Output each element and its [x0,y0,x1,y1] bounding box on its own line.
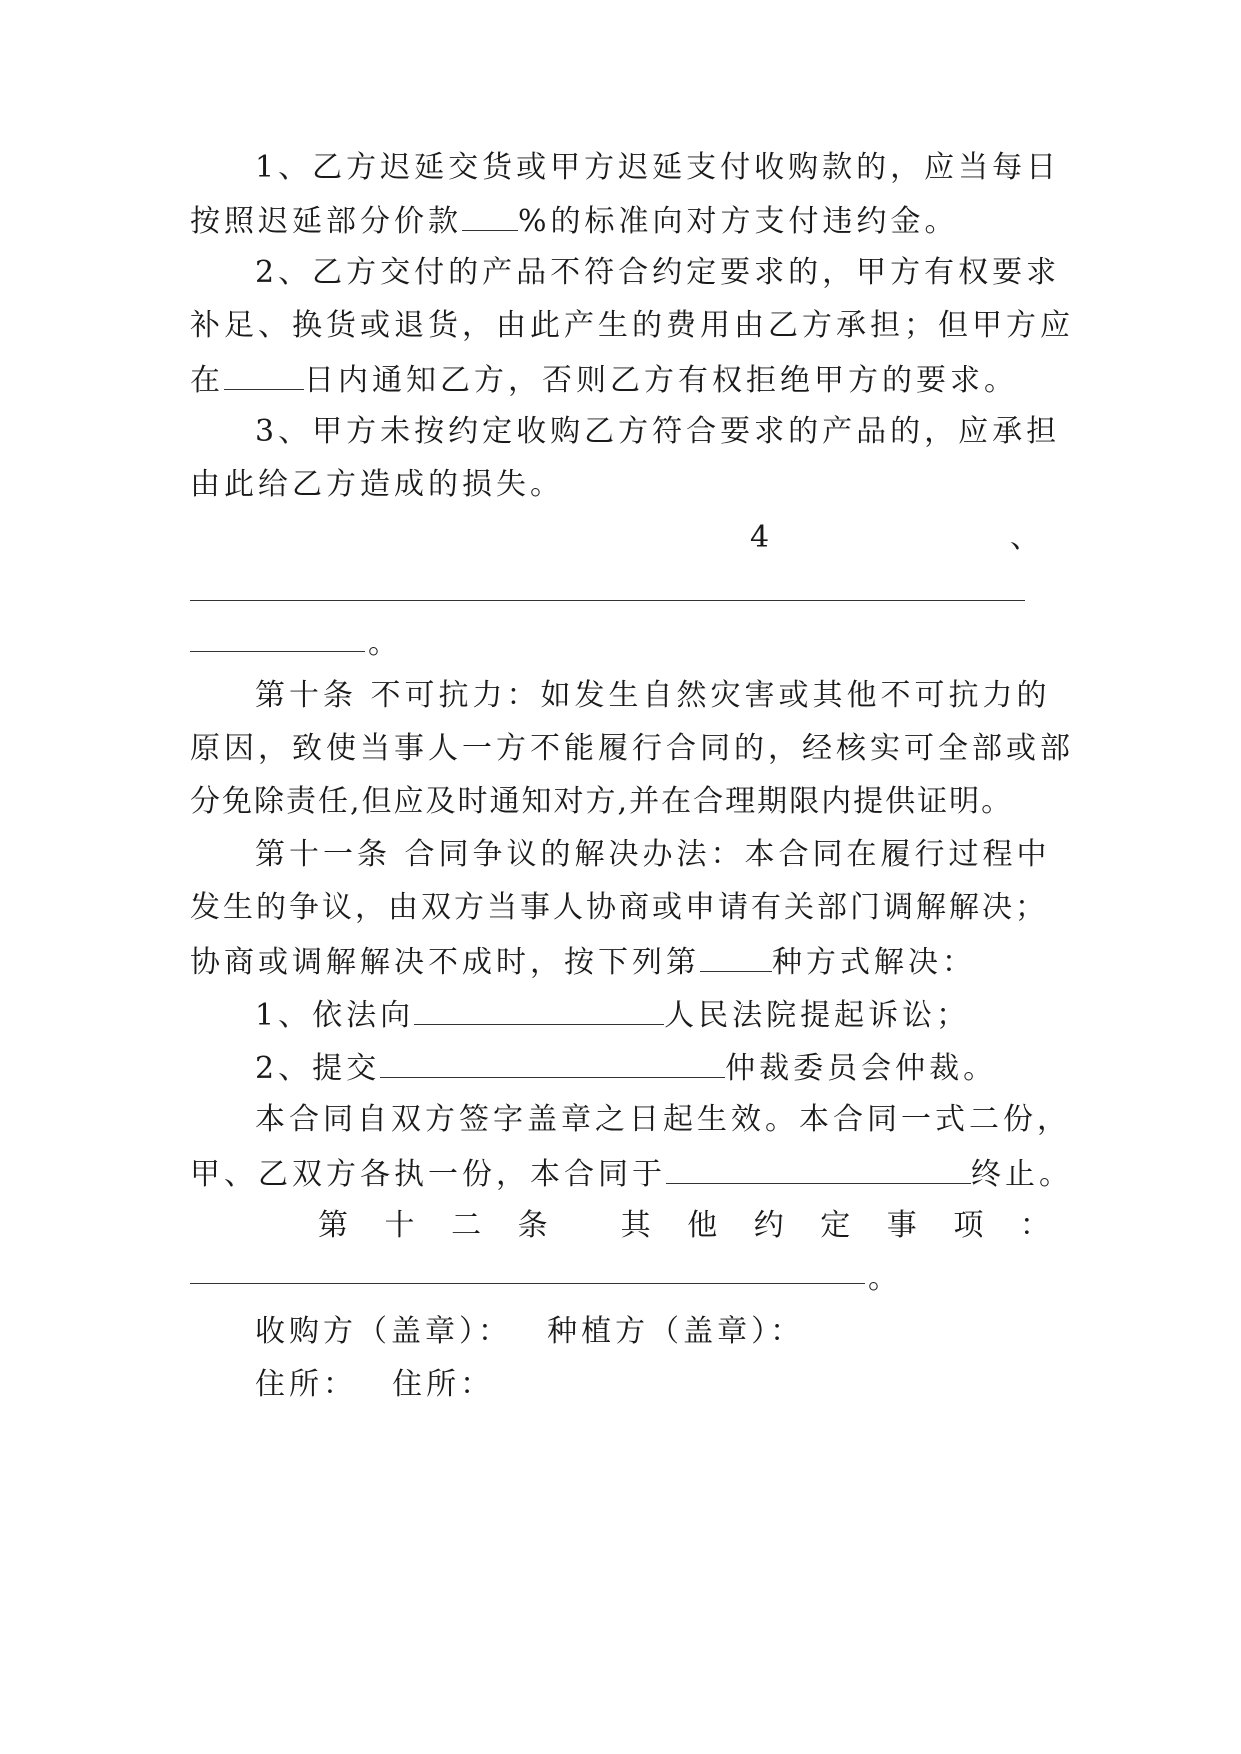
text: 终止。 [971,1157,1073,1192]
text: 本合同自双方签字盖章之日起生效。本合同一式二份， [255,1102,1071,1137]
clause-10-line-1 [255,676,1050,716]
text: 按照迟延部分价款 [190,204,462,239]
effect-line-2 [190,1153,1073,1195]
char: 他 [687,1208,718,1243]
text: 原因，致使当事人一方不能履行合同的，经核实可全部或部 [190,731,1074,766]
signature-line [255,1312,1050,1352]
char: 十 [384,1208,415,1243]
effect-line-1 [255,1100,1071,1140]
planter-address-label: 住所： [392,1367,495,1402]
text: 第十一条 合同争议的解决办法：本合同在履行过程中 [255,837,1051,872]
char: 二 [451,1208,482,1243]
blank-field [462,200,518,231]
fill-line-short [190,651,365,652]
text: 在 [190,363,224,398]
clause-9-item-4-mark [1010,518,1050,558]
clause-9-item-1-line-1 [255,148,1061,188]
clause-9-item-4-end [368,624,408,664]
char: 第 [318,1208,348,1243]
text: 2、提交 [255,1051,381,1086]
blank-field [700,941,772,972]
fill-line [190,1283,865,1284]
char: 约 [753,1208,784,1243]
char: 条 [517,1208,548,1243]
clause-9-item-4-number [750,518,790,558]
text: 1、依法向 [255,998,415,1033]
text: 、 [1010,520,1044,555]
clause-11-option-2 [255,1047,1050,1089]
clause-9-item-2-line-1 [255,253,1061,293]
clause-9-item-1-line-2 [190,200,1050,242]
clause-9-item-2-line-3 [190,359,1050,401]
clause-11-line-1 [255,835,1050,875]
char: 其 [620,1208,651,1243]
text: 人民法院提起诉讼； [664,998,971,1033]
text: 发生的争议，由双方当事人协商或申请有关部门调解解决； [190,890,1048,925]
text: 日内通知乙方，否则乙方有权拒绝甲方的要求。 [304,363,1018,398]
text: 补足、换货或退货，由此产生的费用由乙方承担；但甲方应 [190,308,1074,343]
clause-12-heading [318,1206,1050,1246]
text: 3、甲方未按约定收购乙方符合要求的产品的，应承担 [255,414,1061,449]
clause-11-option-1 [255,994,1050,1036]
clause-9-item-3-line-2 [190,465,1050,505]
text: 由此给乙方造成的损失。 [190,467,564,502]
clause-10-line-2 [190,729,1074,769]
clause-12-end [868,1259,908,1299]
clause-11-line-2 [190,888,1050,928]
text: 。 [368,626,402,661]
char: 事 [886,1208,917,1243]
blank-field [224,359,304,390]
char: 定 [820,1208,851,1243]
blank-field [380,1047,725,1078]
text: 。 [868,1261,902,1296]
text: 甲、乙双方各执一份，本合同于 [190,1157,666,1192]
text: 仲裁委员会仲裁。 [725,1051,998,1086]
text: 第十条 不可抗力：如发生自然灾害或其他不可抗力的 [255,678,1051,713]
clause-11-line-3 [190,941,1050,983]
text: 分免除责任,但应及时通知对方,并在合理期限内提供证明。 [190,784,1014,819]
char: ： [1019,1208,1050,1243]
text: %的标准向对方支付违约金。 [518,204,959,239]
clause-10-line-3 [190,782,1050,822]
planter-label: 种植方（盖章）： [547,1314,805,1349]
text: 4 [750,520,774,555]
buyer-label: 收购方（盖章）： [255,1314,512,1349]
blank-field [666,1153,971,1184]
char: 项 [953,1208,984,1243]
clause-9-item-2-line-2 [190,306,1074,346]
text: 协商或调解解决不成时，按下列第 [190,945,700,980]
clause-9-item-3-line-1 [255,412,1061,452]
address-line [255,1365,1050,1405]
text: 种方式解决： [772,945,976,980]
text: 1、乙方迟延交货或甲方迟延支付收购款的，应当每日 [255,150,1061,185]
text: 2、乙方交付的产品不符合约定要求的，甲方有权要求 [255,255,1061,290]
fill-line [190,600,1025,601]
blank-field [414,994,664,1025]
buyer-address-label: 住所： [255,1367,357,1402]
